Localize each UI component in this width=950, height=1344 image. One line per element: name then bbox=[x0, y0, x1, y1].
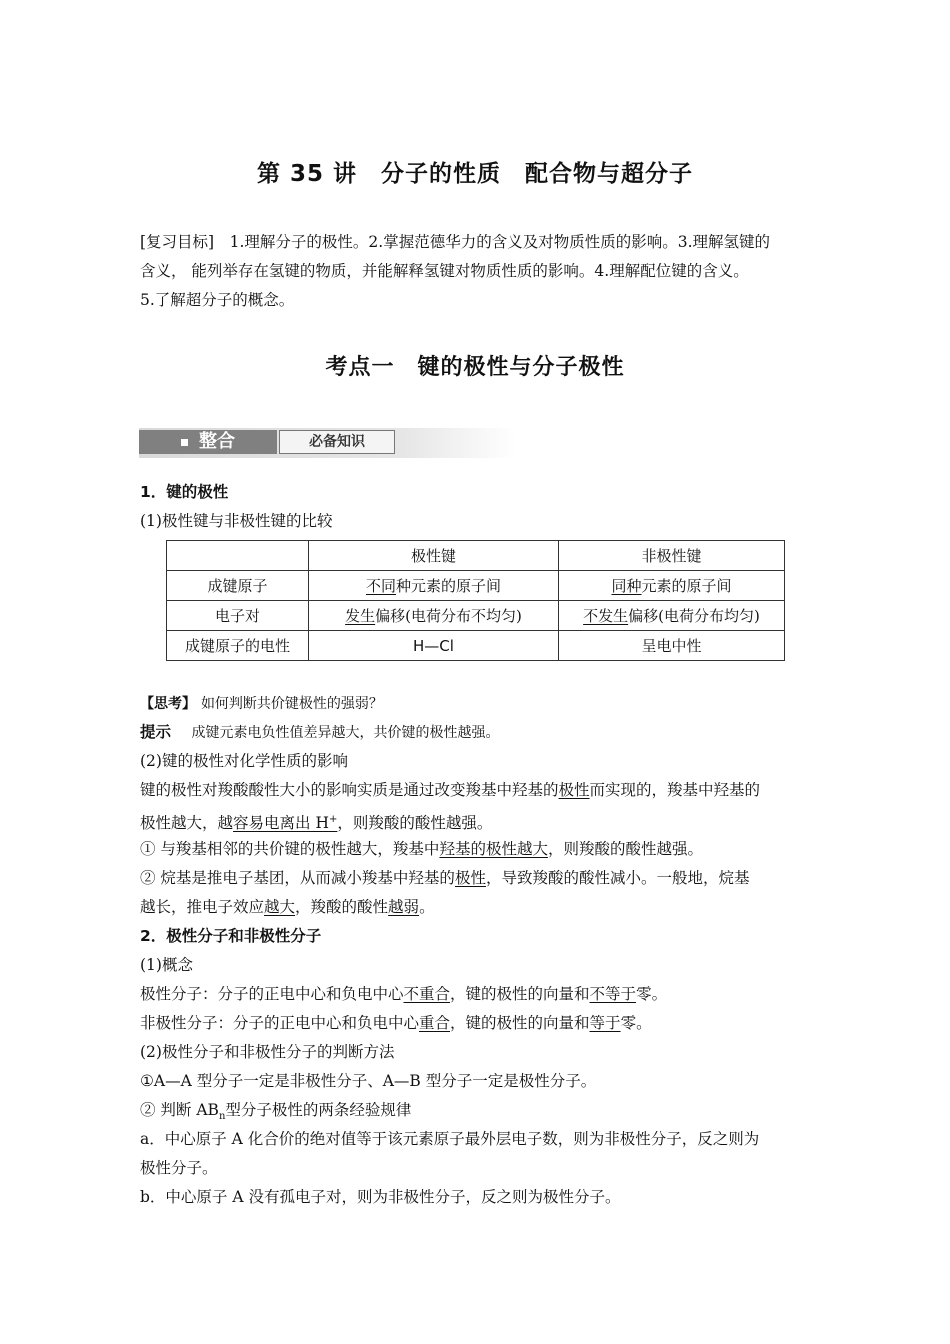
section-banner bbox=[139, 428, 516, 458]
subheading-concept: (1)概念 bbox=[140, 956, 193, 974]
review-line-3: 5.了解超分子的概念。 bbox=[140, 291, 295, 309]
paragraph-polar-definition: 极性分子：分子的正电中心和负电中心不重合，键的极性的向量和不等于零。 bbox=[140, 985, 668, 1003]
table-cell bbox=[167, 541, 309, 571]
subheading-comparison: (1)极性键与非极性键的比较 bbox=[140, 512, 333, 530]
review-label: [复习目标] bbox=[140, 233, 215, 251]
table-row bbox=[167, 571, 785, 601]
banner-dark-tab: 整合 bbox=[139, 430, 277, 454]
table-cell: 成键原子 bbox=[167, 571, 309, 601]
paragraph-rule-b: b．中心原子 A 没有孤电子对，则为非极性分子，反之则为极性分子。 bbox=[140, 1188, 621, 1206]
table-header-nonpolar: 非极性键 bbox=[559, 541, 785, 571]
hint-text: 成键元素电负性值差异越大，共价键的极性越强。 bbox=[191, 725, 500, 741]
table-cell: H—Cl bbox=[309, 631, 559, 661]
table-cell: 成键原子的电性 bbox=[167, 631, 309, 661]
think-label: 【思考】 bbox=[140, 696, 196, 712]
heading-polar-molecules: 2．极性分子和非极性分子 bbox=[140, 927, 322, 945]
review-line-1: [复习目标] 1.理解分子的极性。2.掌握范德华力的含义及对物质性质的影响。3.理解氢键的 bbox=[140, 233, 770, 251]
table-header-polar: 极性键 bbox=[309, 541, 559, 571]
review-line-2: 含义， 能列举存在氢键的物质，并能解释氢键对物质性质的影响。4.理解配位键的含义。 bbox=[140, 262, 749, 280]
comparison-table bbox=[166, 540, 785, 661]
page-title: 第 35 讲 分子的性质 配合物与超分子 bbox=[256, 161, 694, 187]
table-row bbox=[167, 631, 785, 661]
paragraph-3: ② 烷基是推电子基团，从而减小羧基中羟基的极性，导致羧酸的酸性减小。一般地，烷基 越长，推电子效应越大，羧酸的酸性越弱。 bbox=[140, 869, 750, 916]
subheading-method: (2)极性分子和非极性分子的判断方法 bbox=[140, 1043, 395, 1061]
hint-line bbox=[140, 718, 812, 748]
paragraph-2: ① 与羧基相邻的共价键的极性越大，羧基中羟基的极性越大，则羧酸的酸性越强。 bbox=[140, 840, 703, 858]
review-goals bbox=[140, 228, 812, 315]
think-line bbox=[140, 689, 812, 719]
paragraph-1: 键的极性对羧酸酸性大小的影响实质是通过改变羧基中羟基的极性而实现的，羧基中羟基的 极性越大，越容易电离出 H+，则羧酸的酸性越强。 bbox=[140, 781, 761, 833]
table-cell: 不同种元素的原子间 bbox=[309, 571, 559, 601]
table-cell: 呈电中性 bbox=[559, 631, 785, 661]
paragraph-rule-1: ①A—A 型分子一定是非极性分子、A—B 型分子一定是极性分子。 bbox=[140, 1072, 597, 1090]
table-row bbox=[167, 601, 785, 631]
paragraph-nonpolar-definition: 非极性分子：分子的正电中心和负电中心重合，键的极性的向量和等于零。 bbox=[140, 1014, 652, 1032]
table-cell: 发生偏移(电荷分布不均匀) bbox=[309, 601, 559, 631]
section-title: 考点一 键的极性与分子极性 bbox=[325, 355, 625, 380]
hint-label: 提示 bbox=[140, 723, 172, 741]
heading-bond-polarity: 1．键的极性 bbox=[140, 483, 229, 501]
banner-light-tab: 必备知识 bbox=[279, 430, 395, 454]
table-cell: 电子对 bbox=[167, 601, 309, 631]
think-question: 如何判断共价键极性的强弱？ bbox=[200, 696, 383, 712]
subheading-effect: (2)键的极性对化学性质的影响 bbox=[140, 752, 348, 770]
paragraph-rule-2: ② 判断 $AB_n$型分子极性的两条经验规律 bbox=[140, 1101, 412, 1123]
square-icon bbox=[181, 439, 188, 446]
table-row bbox=[167, 541, 785, 571]
table-cell: 不发生偏移(电荷分布均匀) bbox=[559, 601, 785, 631]
paragraph-rule-a: a．中心原子 A 化合价的绝对值等于该元素原子最外层电子数，则为非极性分子，反之则为 极性分子。 bbox=[140, 1130, 760, 1177]
table-cell: 同种元素的原子间 bbox=[559, 571, 785, 601]
